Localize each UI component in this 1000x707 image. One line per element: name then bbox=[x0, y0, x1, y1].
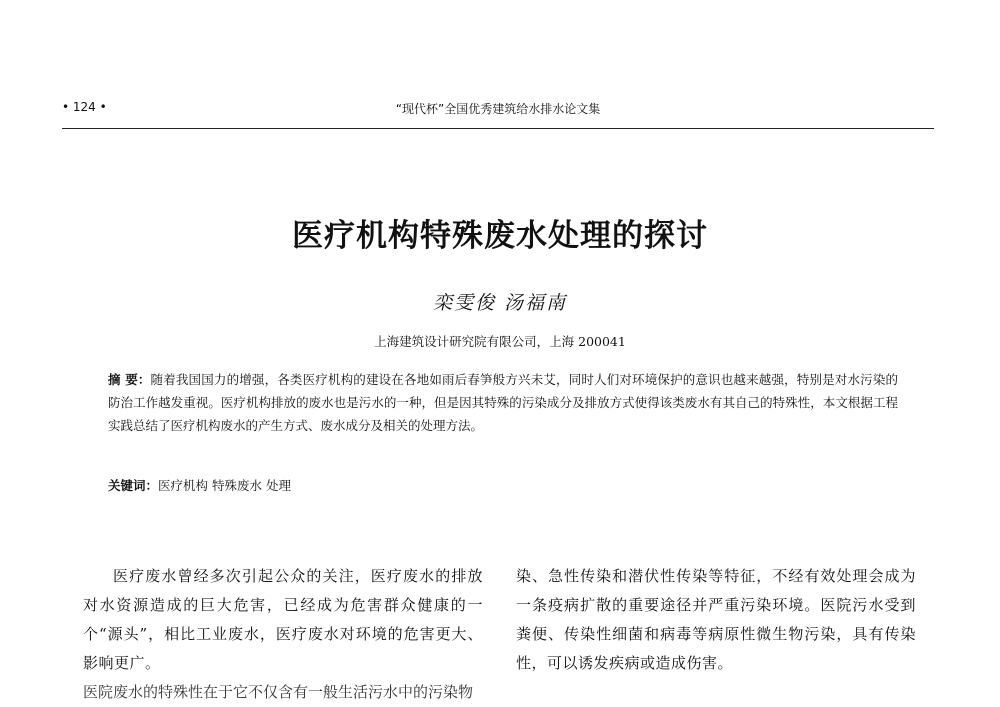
body-paragraph: 医疗废水曾经多次引起公众的关注，医疗废水的排放对水资源造成的巨大危害，已经成为危害群众健康的一个“源头”，相比工业废水，医疗废水对环境的危害更大、影响更广。 bbox=[83, 567, 483, 672]
keywords-text: 医疗机构 特殊废水 处理 bbox=[158, 478, 291, 493]
abstract-label: 摘 要： bbox=[108, 372, 151, 387]
running-title: “现代杯”全国优秀建筑给水排水论文集 bbox=[395, 102, 601, 116]
body-column-right bbox=[516, 562, 916, 678]
header-rule bbox=[62, 128, 934, 129]
keywords-label: 关键词： bbox=[108, 478, 159, 493]
keywords bbox=[108, 476, 898, 496]
authors: 栾雯俊 汤福南 bbox=[432, 292, 568, 314]
body-column-left bbox=[83, 562, 483, 678]
affiliation: 上海建筑设计研究院有限公司，上海 200041 bbox=[374, 334, 626, 349]
abstract-text: 随着我国国力的增强，各类医疗机构的建设在各地如雨后春笋般方兴未艾，同时人们对环境保护的意识也越来越强，特别是对水污染的防治工作越发重视。医疗机构排放的废水也是污水的一种，但是因其特殊的污染成分及排放方式使得该类废水有其自己的特殊性，本文根据工程实践总结了医疗机构废水的产生方式、废水成分及相关的处理方法。 bbox=[108, 372, 898, 433]
body-paragraph-continued: 染、急性传染和潜伏性传染等特征，不经有效处理会成为一条疫病扩散的重要途径并严重污染环境。医院污水受到粪便、传染性细菌和病毒等病原性微生物污染，具有传染性，可以诱发疾病或造成伤害。 bbox=[516, 567, 916, 672]
running-header bbox=[62, 100, 934, 122]
abstract bbox=[108, 368, 898, 437]
cut-off-line: 医院废水的特殊性在于它不仅含有一般生活污水中的污染物 bbox=[83, 683, 474, 701]
page-number: • 124 • bbox=[62, 100, 107, 114]
paper-title: 医疗机构特殊废水处理的探讨 bbox=[292, 218, 708, 254]
